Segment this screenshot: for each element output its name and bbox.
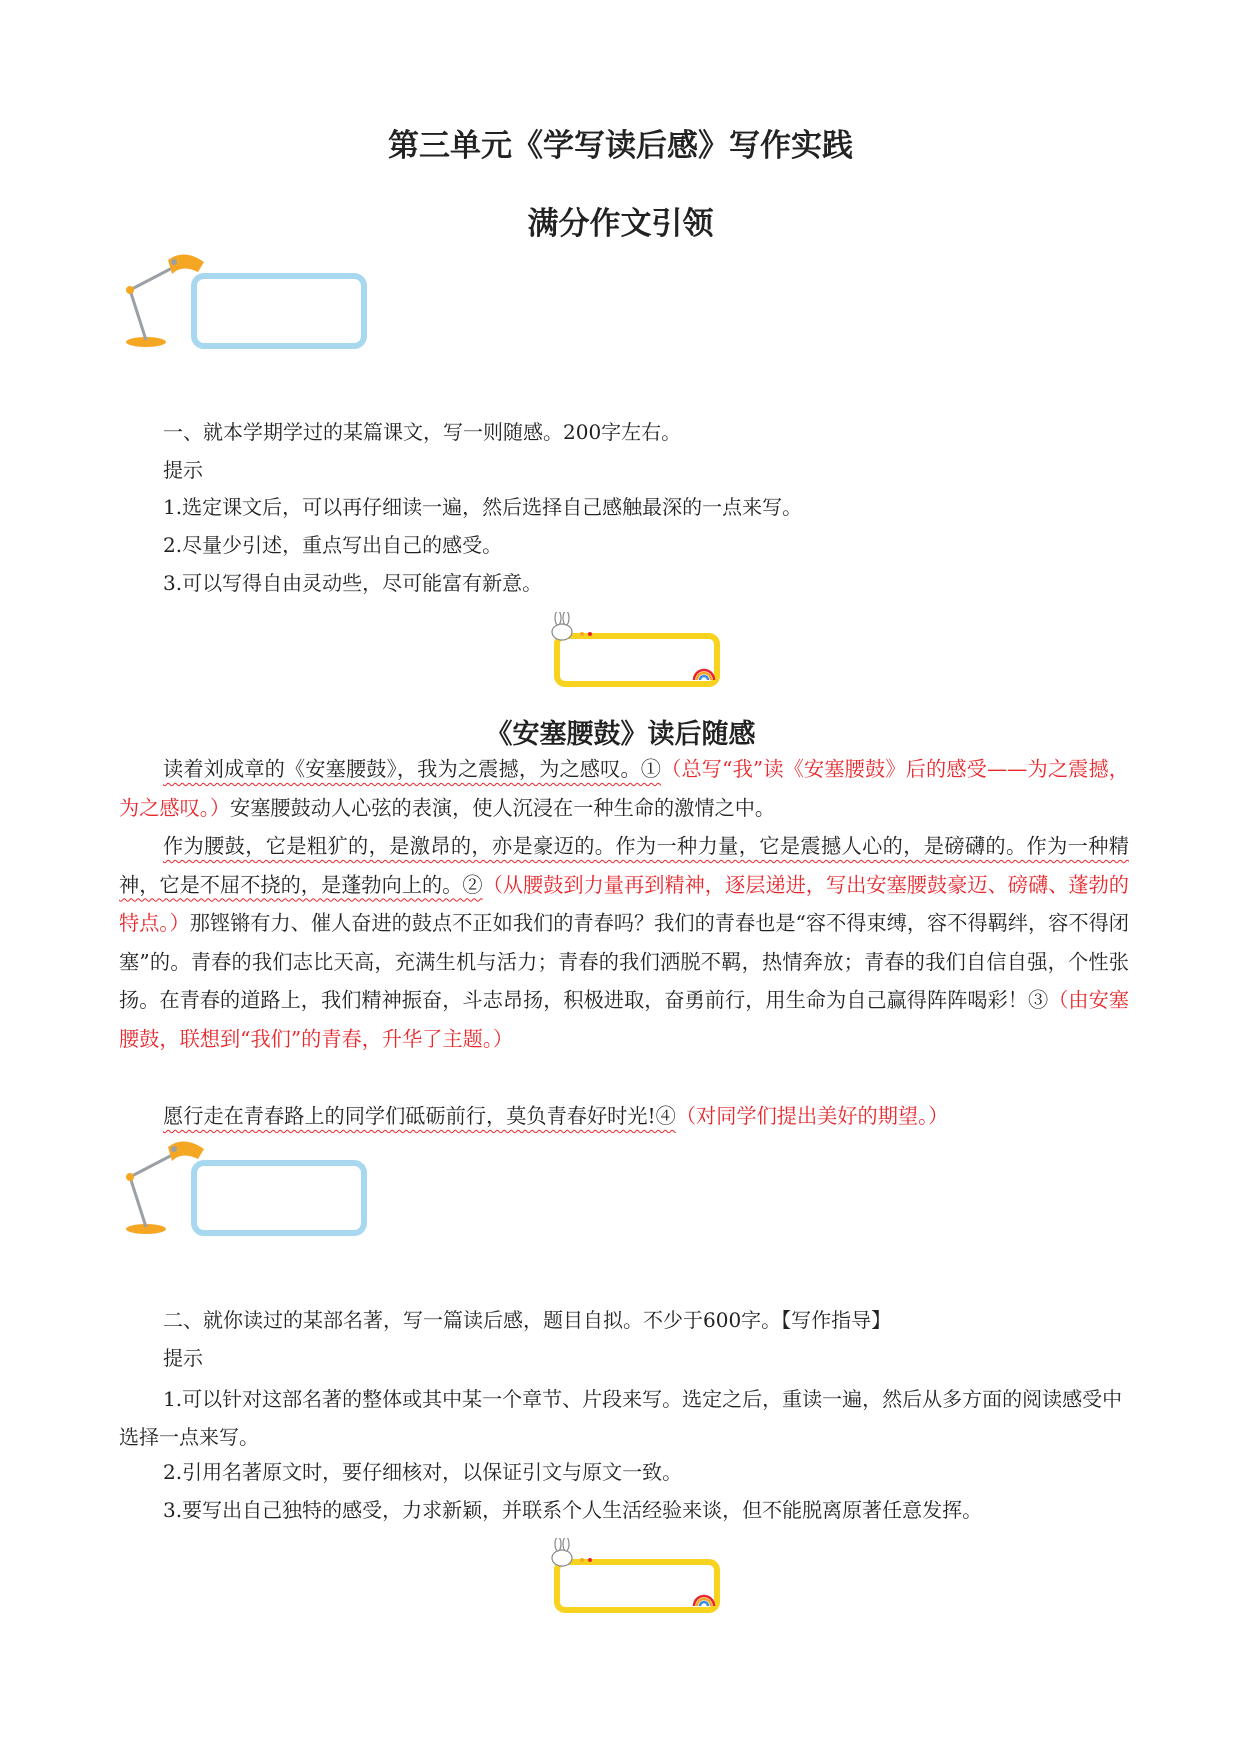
essay-paragraph-1 [119, 750, 1129, 827]
essay-p2-text-a: 作为腰鼓，它是粗犷的，是激昂的，亦是豪迈的。作为一种力量，它是震撼人心的，是磅礴的。作为一种精神，它是不屈不挠的，是蓬勃向上的。② [119, 834, 1129, 897]
rabbit-frame-icon [540, 1538, 730, 1618]
desk-lamp-icon [118, 1137, 378, 1237]
desk-lamp-icon [118, 250, 378, 350]
section1-tip-3: 3.可以写得自由灵动些，尽可能富有新意。 [163, 571, 543, 595]
section1-tip-1: 1.选定课文后，可以再仔细读一遍，然后选择自己感触最深的一点来写。 [163, 495, 803, 519]
essay-p3-note: （对同学们提出美好的期望。） [675, 1104, 949, 1128]
page-title: 第三单元《学写读后感》写作实践 [388, 128, 853, 164]
essay-p1-note: （总写“我”读《安塞腰鼓》后的感受——为之震撼，为之感叹。） [119, 757, 1129, 820]
essay-p3-text-a: 愿行走在青春路上的同学们砥砺前行，莫负青春好时光!④ [163, 1104, 676, 1128]
rabbit-frame-icon [540, 612, 730, 692]
essay-p2-note-2: （由安塞腰鼓，联想到“我们”的青春，升华了主题。） [119, 988, 1129, 1051]
section1-prompt: 一、就本学期学过的某篇课文，写一则随感。200字左右。 [163, 420, 682, 444]
essay-p1-text-a: 读着刘成章的《安塞腰鼓》，我为之震撼，为之感叹。① [163, 757, 662, 781]
section2-tip-2: 2.引用名著原文时，要仔细核对，以保证引文与原文一致。 [163, 1460, 683, 1484]
section2-tip-label: 提示 [163, 1346, 203, 1370]
essay-p2-text-b: 那铿锵有力、催人奋进的鼓点不正如我们的青春吗？我们的青春也是“容不得束缚，容不得羁绊，容不得闭塞”的。青春的我们志比天高，充满生机与活力；青春的我们洒脱不羁，热情奔放；青春的我们自信自强，个性张扬。在青春的道路上，我们精神振奋，斗志昂扬，积极进取，奋勇前行，用生命为自己赢得阵阵喝彩！③ [119, 911, 1129, 1012]
section1-tip-2: 2.尽量少引述，重点写出自己的感受。 [163, 533, 503, 557]
page-subtitle: 满分作文引领 [527, 206, 714, 242]
essay-p1-text-b: 安塞腰鼓动人心弦的表演，使人沉浸在一种生命的激情之中。 [230, 795, 776, 820]
section2-tip-1: 1.可以针对这部名著的整体或其中某一个章节、片段来写。选定之后，重读一遍，然后从多方面的阅读感受中选择一点来写。 [119, 1387, 1123, 1449]
essay-p2-note: （从腰鼓到力量再到精神，逐层递进，写出安塞腰鼓豪迈、磅礴、蓬勃的特点。） [119, 872, 1129, 935]
section2-tip-3: 3.要写出自己独特的感受，力求新颖，并联系个人生活经验来谈，但不能脱离原著任意发挥。 [163, 1498, 983, 1522]
section1-tip-label: 提示 [163, 458, 203, 482]
section2-prompt: 二、就你读过的某部名著，写一篇读后感，题目自拟。不少于600字。【写作指导】 [163, 1308, 892, 1332]
essay-paragraph-2 [119, 827, 1129, 1058]
essay-title: 《安塞腰鼓》读后随感 [485, 719, 756, 750]
essay-paragraph-3 [119, 1097, 1129, 1136]
